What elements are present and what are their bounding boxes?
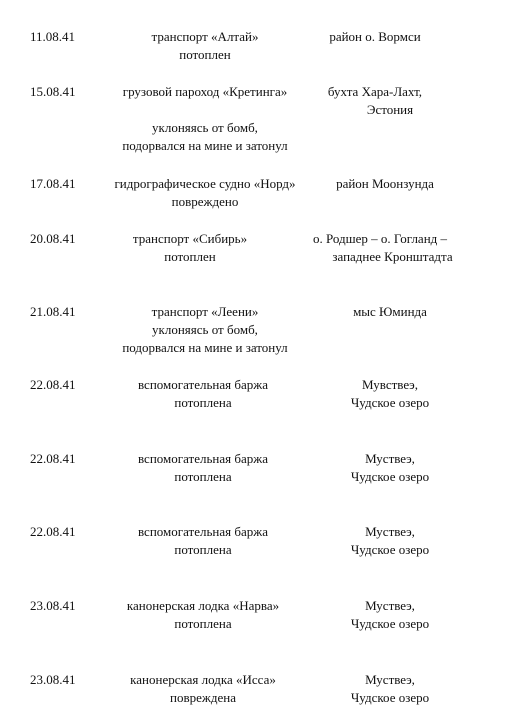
entry-date: 21.08.41: [30, 304, 76, 319]
entry-place: [300, 175, 470, 193]
event-line: транспорт «Леени»: [151, 304, 259, 319]
place-line: Чудское озеро: [350, 395, 430, 410]
place-line: Чудское озеро: [350, 469, 430, 484]
entry-date: 15.08.41: [30, 84, 76, 99]
event-line: [90, 101, 320, 119]
place-line: Чудское озеро: [350, 542, 430, 557]
event-line: потоплена: [174, 395, 232, 410]
entry-place: [305, 523, 475, 559]
event-line: транспорт «Сибирь»: [132, 231, 248, 246]
entry-event: [88, 597, 318, 633]
event-line: потоплена: [174, 616, 232, 631]
entry-place: [295, 230, 465, 266]
event-line: потоплена: [174, 469, 232, 484]
place-line: Муствеэ,: [365, 672, 415, 687]
event-line: потоплена: [174, 542, 232, 557]
entry-date: 17.08.41: [30, 176, 76, 191]
event-line: повреждена: [170, 690, 236, 705]
entry-date: 23.08.41: [30, 672, 76, 687]
entry-place: [290, 83, 460, 119]
entry-place: [305, 450, 475, 486]
entry-event: [90, 303, 320, 357]
event-line: повреждено: [171, 194, 239, 209]
place-line: Мувствеэ,: [362, 377, 418, 392]
place-line: Муствеэ,: [365, 451, 415, 466]
entry-date: 22.08.41: [30, 451, 76, 466]
event-line: канонерская лодка «Исса»: [130, 672, 276, 687]
event-line: вспомогательная баржа: [138, 377, 268, 392]
entry-date: 23.08.41: [30, 598, 76, 613]
entry-date: 11.08.41: [30, 29, 76, 44]
entry-event: [90, 175, 320, 211]
event-line: потоплен: [164, 249, 216, 264]
event-line: подорвался на мине и затонул: [122, 340, 288, 355]
event-line: гидрографическое судно «Норд»: [114, 176, 296, 191]
entry-place: [305, 597, 475, 633]
place-line: Чудское озеро: [350, 690, 430, 705]
event-line: вспомогательная баржа: [138, 524, 268, 539]
place-line: район о. Вормси: [329, 29, 421, 44]
place-line: бухта Хара-Лахт,: [327, 84, 423, 99]
entry-place: [305, 303, 475, 321]
entry-event: [88, 450, 318, 486]
entry-event: [88, 671, 318, 707]
entry-date: 22.08.41: [30, 377, 76, 392]
event-line: уклоняясь от бомб,: [152, 322, 258, 337]
entry-event: [90, 28, 320, 64]
event-line: грузовой пароход «Кретинга»: [122, 84, 288, 99]
event-line: транспорт «Алтай»: [151, 29, 259, 44]
event-line: уклоняясь от бомб,: [152, 120, 258, 135]
event-line: канонерская лодка «Нарва»: [126, 598, 280, 613]
place-line: мыс Юминда: [353, 304, 427, 319]
entry-event: [88, 523, 318, 559]
event-line: подорвался на мине и затонул: [122, 138, 288, 153]
entry-date: 22.08.41: [30, 524, 76, 539]
entry-place: [305, 671, 475, 707]
place-line: Муствеэ,: [365, 598, 415, 613]
place-line: Муствеэ,: [365, 524, 415, 539]
event-line: вспомогательная баржа: [138, 451, 268, 466]
place-line: Эстония: [366, 102, 414, 117]
event-line: потоплен: [179, 47, 231, 62]
entry-event: [75, 230, 305, 266]
entry-place: [305, 376, 475, 412]
entry-date: 20.08.41: [30, 231, 76, 246]
entry-place: [290, 28, 460, 46]
place-line: Чудское озеро: [350, 616, 430, 631]
place-line: о. Родшер – о. Гогланд –: [312, 231, 448, 246]
place-line: район Моонзунда: [336, 176, 434, 191]
entry-event: [88, 376, 318, 412]
place-line: западнее Кронштадта: [332, 249, 453, 264]
entry-event: [90, 83, 320, 155]
